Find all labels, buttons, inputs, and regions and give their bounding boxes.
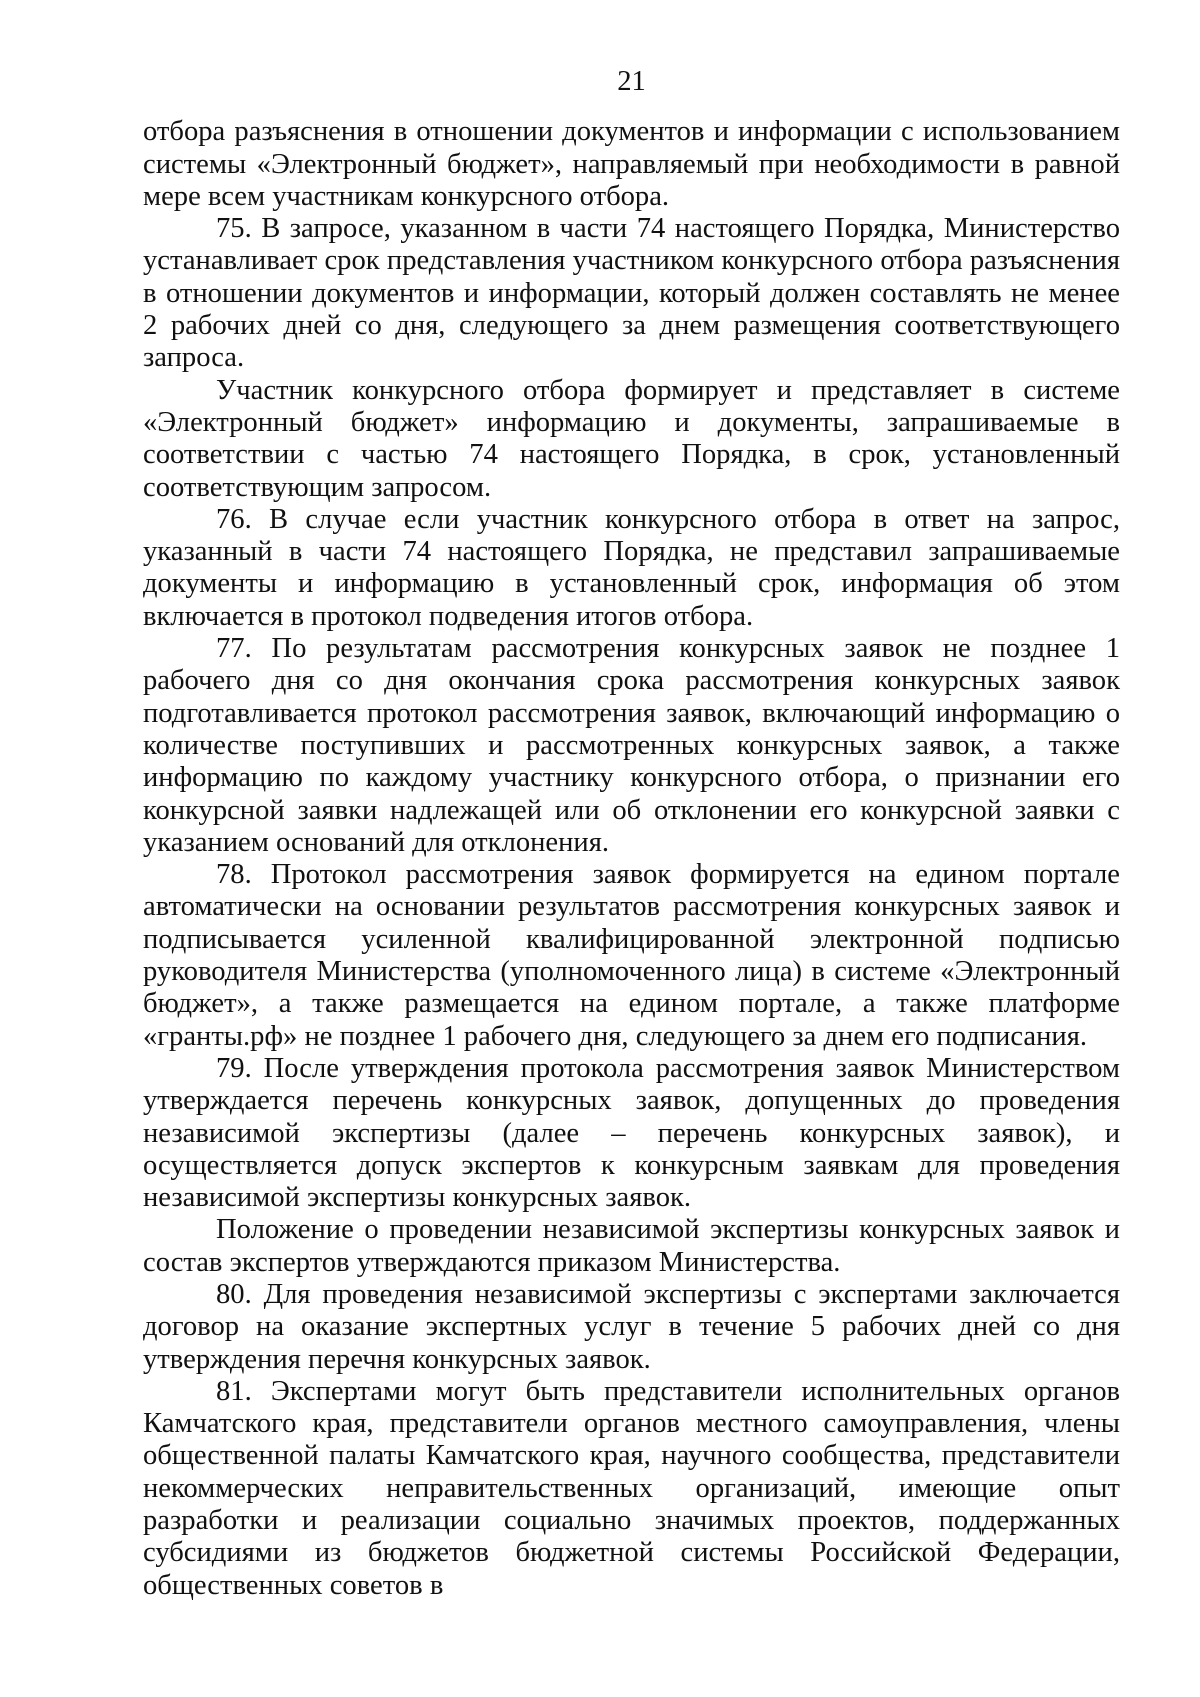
paragraph-75: 75. В запросе, указанном в части 74 настоящего Порядка, Министерство устанавливает срок представления участником конкурсного отбора разъяснения в отношении документов и информации, который должен составлять не менее 2 рабочих дней со дня, следующего за днем размещения соответствующего запроса. bbox=[143, 213, 1120, 374]
paragraph-80: 80. Для проведения независимой экспертизы с экспертами заключается договор на оказание экспертных услуг в течение 5 рабочих дней со дня утверждения перечня конкурсных заявок. bbox=[143, 1278, 1120, 1375]
paragraph-75-participant: Участник конкурсного отбора формирует и представляет в системе «Электронный бюджет» информацию и документы, запрашиваемые в соответствии с частью 74 настоящего Порядка, в срок, установленный соответствующим запросом. bbox=[143, 374, 1120, 503]
paragraph-78: 78. Протокол рассмотрения заявок формируется на едином портале автоматически на основании результатов рассмотрения конкурсных заявок и подписывается усиленной квалифицированной электронной подписью руководителя Министерства (уполномоченного лица) в системе «Электронный бюджет», а также размещается на едином портале, а также платформе «гранты.рф» не позднее 1 рабочего дня, следующего за днем его подписания. bbox=[143, 859, 1120, 1052]
paragraph-81: 81. Экспертами могут быть представители исполнительных органов Камчатского края, представители органов местного самоуправления, члены общественной палаты Камчатского края, научного сообщества, представители некоммерческих неправительственных организаций, имеющие опыт разработки и реализации социально значимых проектов, поддержанных субсидиями из бюджетов бюджетной системы Российской Федерации, общественных советов в bbox=[143, 1375, 1120, 1601]
document-page bbox=[143, 66, 1120, 1602]
paragraph-77: 77. По результатам рассмотрения конкурсных заявок не позднее 1 рабочего дня со дня окончания срока рассмотрения конкурсных заявок подготавливается протокол рассмотрения заявок, включающий информацию о количестве поступивших и рассмотренных конкурсных заявок, а также информацию по каждому участнику конкурсного отбора, о признании его конкурсной заявки надлежащей или об отклонении его конкурсной заявки с указанием оснований для отклонения. bbox=[143, 633, 1120, 858]
paragraph-continuation: отбора разъяснения в отношении документов и информации с использованием системы «Электронный бюджет», направляемый при необходимости в равной мере всем участникам конкурсного отбора. bbox=[143, 116, 1120, 212]
page-number: 21 bbox=[617, 66, 646, 97]
paragraph-79-regulation: Положение о проведении независимой экспертизы конкурсных заявок и состав экспертов утверждаются приказом Министерства. bbox=[143, 1214, 1120, 1278]
paragraph-79: 79. После утверждения протокола рассмотрения заявок Министерством утверждается перечень конкурсных заявок, допущенных до проведения независимой экспертизы (далее – перечень конкурсных заявок), и осуществляется допуск экспертов к конкурсным заявкам для проведения независимой экспертизы конкурсных заявок. bbox=[143, 1052, 1120, 1214]
paragraph-76: 76. В случае если участник конкурсного отбора в ответ на запрос, указанный в части 74 настоящего Порядка, не представил запрашиваемые документы и информацию в установленный срок, информация об этом включается в протокол подведения итогов отбора. bbox=[143, 503, 1120, 632]
